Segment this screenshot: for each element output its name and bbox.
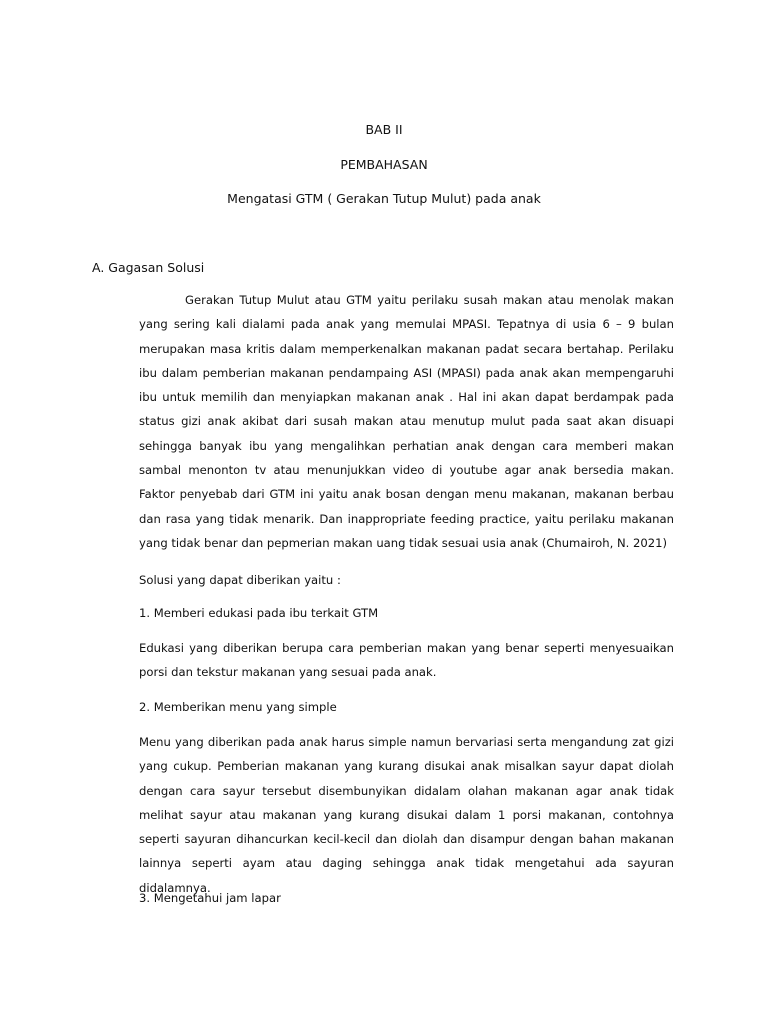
chapter-heading: BAB II (365, 122, 403, 137)
solution-body-1: Edukasi yang diberikan berupa cara pemberian makan yang benar seperti menyesuaikan porsi dan tekstur makanan yang sesuai pada anak. (139, 641, 674, 680)
solution-heading-2: 2. Memberikan menu yang simple (139, 700, 337, 714)
solution-heading-1: 1. Memberi edukasi pada ibu terkait GTM (139, 606, 379, 620)
section-heading: PEMBAHASAN (340, 157, 428, 172)
document-title: Mengatasi GTM ( Gerakan Tutup Mulut) pada anak (227, 191, 541, 206)
section-a-title: A. Gagasan Solusi (92, 260, 205, 275)
intro-paragraph: Gerakan Tutup Mulut atau GTM yaitu perilaku susah makan atau menolak makan yang sering kali dialami pada anak yang memulai MPASI. Tepatnya di usia 6 – 9 bulan merupakan masa kritis dalam memperkenalkan makanan padat secara bertahap. Perilaku ibu dalam pemberian makanan pendampaing ASI (MPASI) pada anak akan mempengaruhi ibu untuk memilih dan menyiapkan makanan anak . Hal ini akan dapat berdampak pada status gizi anak akibat dari susah makan atau menutup mulut pada saat akan disuapi sehingga banyak ibu yang mengalihkan perhatian anak dengan cara memberi makan sambal menonton tv atau menunjukkan video di youtube agar anak bersedia makan. Faktor penyebab dari GTM ini yaitu anak bosan dengan menu makanan, makanan berbau dan rasa yang tidak menarik. Dan inappropriate feeding practice, yaitu perilaku makanan yang tidak benar dan pepmerian makan uang tidak sesuai usia anak (Chumairoh, N. 2021) (139, 293, 674, 550)
solutions-intro: Solusi yang dapat diberikan yaitu : (139, 573, 341, 587)
solution-heading-3: 3. Mengetahui jam lapar (139, 891, 281, 905)
solution-body-2: Menu yang diberikan pada anak harus simple namun bervariasi serta mengandung zat gizi yang cukup. Pemberian makanan yang kurang disukai anak misalkan sayur dapat diolah dengan cara sayur tersebut disembunyikan didalam olahan makanan agar anak tidak melihat sayur atau makanan yang kurang disukai dalam 1 porsi makanan, contohnya seperti sayuran dihancurkan kecil-kecil dan diolah dan disampur dengan bahan makanan lainnya seperti ayam atau daging sehingga anak tidak mengetahui ada sayuran didalamnya. (139, 735, 674, 895)
